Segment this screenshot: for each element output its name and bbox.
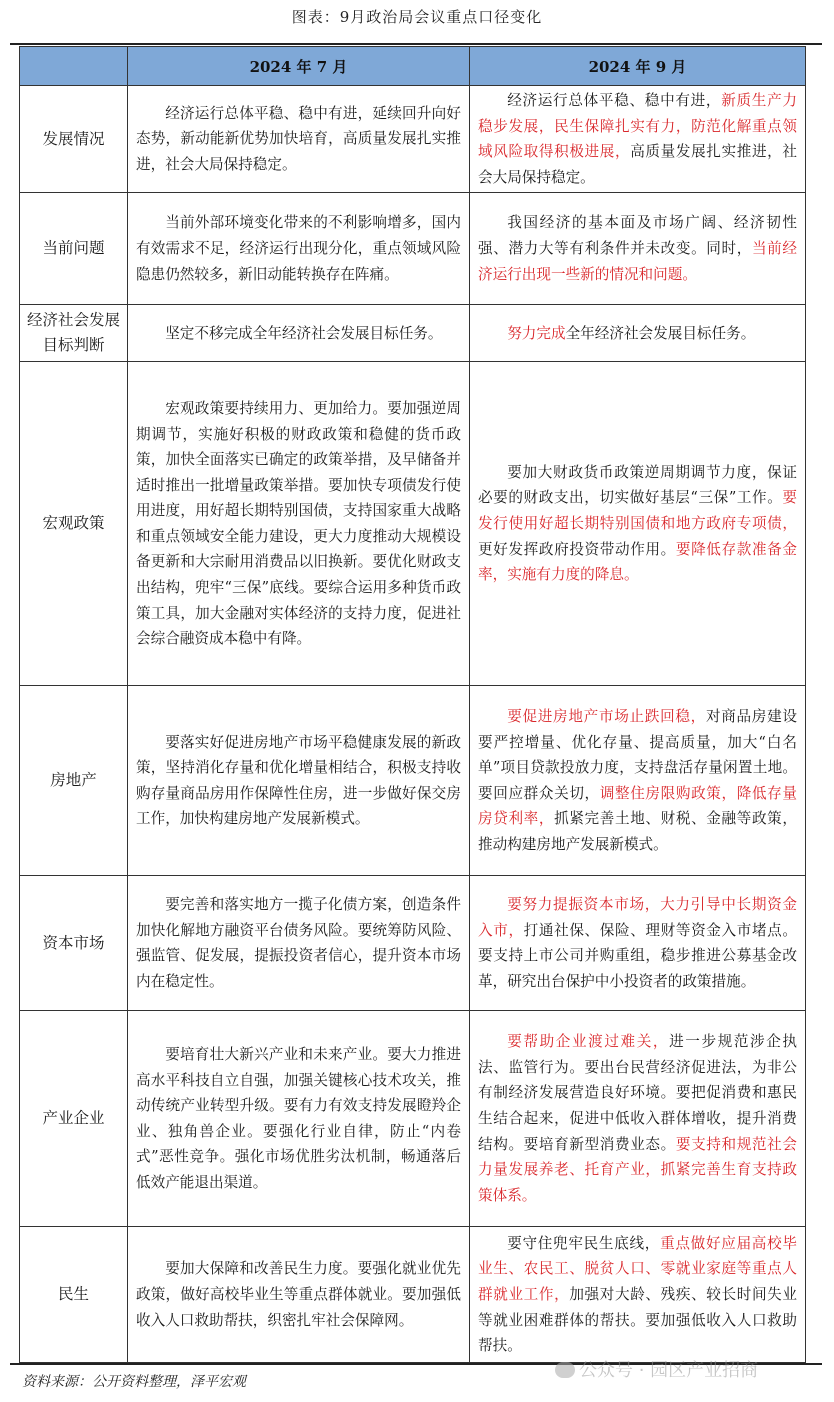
source-note: 资料来源：公开资料整理，泽平宏观 — [22, 1374, 246, 1390]
july-text: 宏观政策要持续用力、更加给力。要加强逆周期调节，实施好积极的财政政策和稳健的货币政策，加快全面落实已确定的政策举措，及早储备并适时推出一批增量政策举措。要加快专项债发行使用进度，用好超长期特别国债，支持国家重大战略和重点领域安全能力建设，更大力度推动大规模设备更新和大宗耐用消费品以旧换新。要优化财政支出结构，兜牢“三保”底线。要综合运用多种货币政策工具，加大金融对实体经济的支持力度，促进社会综合融资成本稳中有降。 — [128, 362, 470, 686]
header-blank-cell — [20, 47, 128, 86]
header-july: 2024 年 7 月 — [128, 47, 470, 86]
unchanged-text: 高质量发展扎实推进，社会大局保持稳定。 — [478, 143, 797, 186]
table-row — [20, 362, 806, 686]
table-row — [20, 86, 806, 193]
july-text: 要完善和落实地方一揽子化债方案，创造条件加快化解地方融资平台债务风险。要统筹防风险、强监管、促发展，提振投资者信心，提升资本市场内在稳定性。 — [128, 876, 470, 1011]
unchanged-text: 更好发挥政府投资带动作用。 — [478, 540, 676, 558]
unchanged-text: 经济运行总体平稳、稳中有进， — [507, 92, 722, 109]
july-text: 当前外部环境变化带来的不利影响增多，国内有效需求不足，经济运行出现分化，重点领域风险隐患仍然较多，新旧动能转换存在阵痛。 — [128, 193, 470, 305]
header-september: 2024 年 9 月 — [470, 47, 806, 86]
highlighted-change-text: 要帮助企业渡过难关， — [507, 1033, 670, 1051]
highlighted-change-text: 重点做好应届高校毕业生、农民工、脱贫人口、零就业家庭等重点人群就业工作， — [478, 1234, 797, 1304]
highlighted-change-text: 要支持和规范社会力量发展养老、托育产业，抓紧完善生育支持政策体系。 — [478, 1135, 797, 1204]
watermark-text: 公众号 · 园区产业招商 — [579, 1360, 759, 1381]
watermark — [555, 1356, 758, 1382]
highlighted-change-text: 当前经济运行出现一些新的情况和问题。 — [478, 240, 797, 283]
september-text — [470, 1011, 806, 1227]
july-text: 要落实好促进房地产市场平稳健康发展的新政策，坚持消化存量和优化增量相结合，积极支持收购存量商品房用作保障性住房，进一步做好保交房工作，加快构建房地产发展新模式。 — [128, 686, 470, 876]
chart-title: 图表：9月政治局会议重点口径变化 — [291, 8, 543, 26]
header-row — [20, 47, 806, 86]
highlighted-change-text: 调整住房限购政策，降低存量房贷利率， — [478, 784, 797, 828]
unchanged-text: 加强对大龄、残疾、较长时间失业等就业困难群体的帮扶。要加强低收入人口救助帮扶。 — [478, 1286, 797, 1355]
row-category: 当前问题 — [20, 193, 128, 305]
september-text — [470, 686, 806, 876]
september-text — [470, 305, 806, 362]
highlighted-change-text: 要发行使用好超长期特别国债和地方政府专项债， — [478, 489, 797, 533]
unchanged-text: 全年经济社会发展目标任务。 — [565, 324, 756, 342]
table-row — [20, 305, 806, 362]
september-text — [470, 876, 806, 1011]
row-category: 资本市场 — [20, 876, 128, 1011]
row-category: 宏观政策 — [20, 362, 128, 686]
unchanged-text: 要加大财政货币政策逆周期调节力度，保证必要的财政支出，切实做好基层“三保”工作。 — [478, 463, 797, 507]
september-text — [470, 1227, 806, 1363]
unchanged-text: 进一步规范涉企执法、监管行为。要出台民营经济促进法，为非公有制经济发展营造良好环境。要把促消费和惠民生结合起来，促进中低收入群体增收，提升消费结构。要培育新型消费业态。 — [478, 1033, 797, 1153]
unchanged-text: 打通社保、保险、理财等资金入市堵点。要支持上市公司并购重组，稳步推进公募基金改革，研究出台保护中小投资者的政策措施。 — [478, 921, 797, 990]
highlighted-change-text: 要促进房地产市场止跌回稳， — [507, 708, 706, 726]
table-row — [20, 1227, 806, 1363]
row-category: 民生 — [20, 1227, 128, 1363]
table-row — [20, 686, 806, 876]
comparison-table — [19, 46, 806, 1363]
september-text — [470, 86, 806, 193]
highlighted-change-text: 新质生产力稳步发展，民生保障扎实有力，防范化解重点领域风险取得积极进展， — [478, 92, 797, 161]
wechat-logo-icon — [555, 1362, 575, 1378]
table-row — [20, 1011, 806, 1227]
unchanged-text: 要守住兜牢民生底线， — [507, 1234, 661, 1252]
top-rule — [10, 43, 822, 45]
july-text: 坚定不移完成全年经济社会发展目标任务。 — [128, 305, 470, 362]
july-text: 要加大保障和改善民生力度。要强化就业优先政策，做好高校毕业生等重点群体就业。要加强低收入人口救助帮扶，织密扎牢社会保障网。 — [128, 1227, 470, 1363]
unchanged-text: 我国经济的基本面及市场广阔、经济韧性强、潜力大等有利条件并未改变。同时， — [478, 214, 797, 258]
september-text — [470, 362, 806, 686]
july-text: 经济运行总体平稳、稳中有进，延续回升向好态势，新动能新优势加快培育，高质量发展扎实推进，社会大局保持稳定。 — [128, 86, 470, 193]
july-text: 要培育壮大新兴产业和未来产业。要大力推进高水平科技自立自强，加强关键核心技术攻关，推动传统产业转型升级。要有力有效支持发展瞪羚企业、独角兽企业。要强化行业自律，防止“内卷式”恶性竞争。强化市场优胜劣汰机制，畅通落后低效产能退出渠道。 — [128, 1011, 470, 1227]
table-row — [20, 193, 806, 305]
row-category: 产业企业 — [20, 1011, 128, 1227]
row-category: 发展情况 — [20, 86, 128, 193]
row-category: 经济社会发展目标判断 — [20, 305, 128, 362]
row-category: 房地产 — [20, 686, 128, 876]
september-text — [470, 193, 806, 305]
highlighted-change-text: 努力完成 — [507, 324, 566, 342]
unchanged-text: 对商品房建设要严控增量、优化存量、提高质量，加大“白名单”项目贷款投放力度，支持盘活存量闲置土地。要回应群众关切， — [478, 708, 797, 802]
highlighted-change-text: 要努力提振资本市场，大力引导中长期资金入市， — [478, 896, 797, 939]
highlighted-change-text: 要降低存款准备金率，实施有力度的降息。 — [478, 540, 797, 584]
unchanged-text: 抓紧完善土地、财税、金融等政策，推动构建房地产发展新模式。 — [478, 810, 797, 854]
table-row — [20, 876, 806, 1011]
